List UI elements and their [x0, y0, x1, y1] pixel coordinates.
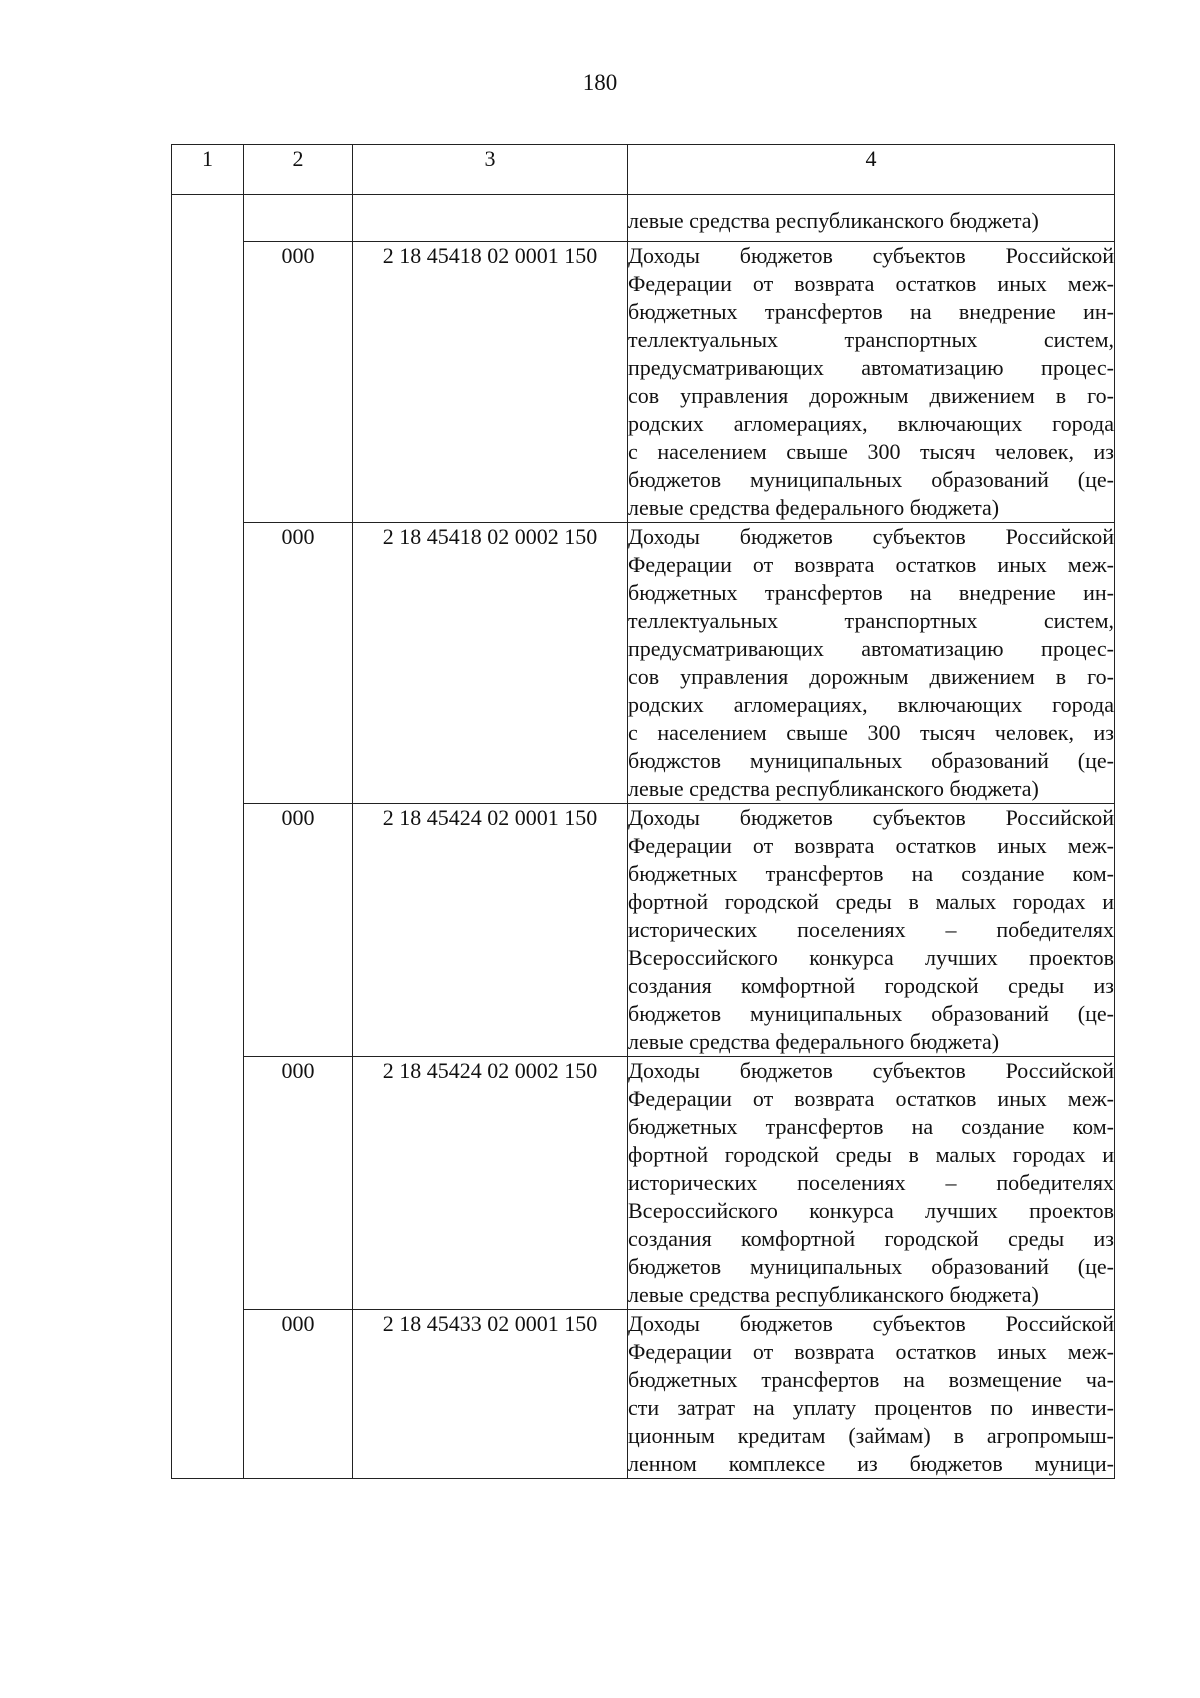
description-line: ционным кредитам (займам) в агропромыш- [628, 1423, 1114, 1448]
description-line: Всероссийского конкурса лучших проектов [628, 1198, 1114, 1223]
description-line: бюджетных трансфертов на создание ком- [628, 861, 1114, 886]
description-line: родских агломерациях, включающих города [628, 692, 1114, 717]
header-col-2: 2 [244, 145, 353, 195]
description-line: Доходы бюджетов субъектов Российской [628, 805, 1114, 830]
table-row [172, 804, 1115, 1057]
budget-code-cell [353, 195, 628, 242]
description-line: создания комфортной городской среды из [628, 1226, 1114, 1251]
admin-code-cell: 000 [244, 1310, 353, 1479]
description-line: сов управления дорожным движением в го- [628, 664, 1114, 689]
table-row [172, 1057, 1115, 1310]
description-line: бюджетных трансфертов на внедрение ин- [628, 580, 1114, 605]
budget-code-cell: 2 18 45424 02 0001 150 [353, 804, 628, 1057]
description-line: теллектуальных транспортных систем, [628, 327, 1114, 352]
description-line: фортной городской среды в малых городах и [628, 889, 1114, 914]
table-header-row [172, 145, 1115, 195]
description-line: теллектуальных транспортных систем, [628, 608, 1114, 633]
description-line: Доходы бюджетов субъектов Российской [628, 1311, 1114, 1336]
admin-code-cell: 000 [244, 242, 353, 523]
budget-codes-table [171, 144, 1115, 1479]
description-line: бюджетов муниципальных образований (це- [628, 1001, 1114, 1026]
description-line: исторических поселениях – победителях [628, 1170, 1114, 1195]
description-cell [628, 195, 1115, 242]
description-line: бюджетных трансфертов на возмещение ча- [628, 1367, 1114, 1392]
description-line: левые средства республиканского бюджета) [628, 1282, 1039, 1307]
table-row [172, 242, 1115, 523]
description-line: Федерации от возврата остатков иных меж- [628, 1339, 1114, 1364]
merged-col-1-cell [172, 195, 244, 1479]
description-line: бюджетных трансфертов на создание ком- [628, 1114, 1114, 1139]
description-line: ленном комплексе из бюджетов муници- [628, 1451, 1114, 1476]
header-col-1: 1 [172, 145, 244, 195]
admin-code-cell: 000 [244, 804, 353, 1057]
description-line: Доходы бюджетов субъектов Российской [628, 1058, 1114, 1083]
table-row [172, 195, 1115, 242]
description-line: левые средства федерального бюджета) [628, 495, 1000, 520]
description-line: создания комфортной городской среды из [628, 973, 1114, 998]
description-line: сов управления дорожным движением в го- [628, 383, 1114, 408]
description-line: исторических поселениях – победителях [628, 917, 1114, 942]
description-cell [628, 242, 1115, 523]
admin-code-cell: 000 [244, 1057, 353, 1310]
description-cell [628, 1310, 1115, 1479]
description-line: с населением свыше 300 тысяч человек, из [628, 720, 1114, 745]
description-line: с населением свыше 300 тысяч человек, из [628, 439, 1114, 464]
description-line: Федерации от возврата остатков иных меж- [628, 833, 1114, 858]
description-line: Всероссийского конкурса лучших проектов [628, 945, 1114, 970]
budget-code-cell: 2 18 45418 02 0002 150 [353, 523, 628, 804]
description-line: Федерации от возврата остатков иных меж- [628, 552, 1114, 577]
description-line: Федерации от возврата остатков иных меж- [628, 1086, 1114, 1111]
description-line: фортной городской среды в малых городах и [628, 1142, 1114, 1167]
description-line: левые средства федерального бюджета) [628, 1029, 1000, 1054]
description-line: левые средства республиканского бюджета) [628, 776, 1039, 801]
table-body [172, 195, 1115, 1479]
budget-code-cell: 2 18 45424 02 0002 150 [353, 1057, 628, 1310]
description-line: предусматривающих автоматизацию процес- [628, 636, 1114, 661]
description-line: бюджстов муниципальных образований (це- [628, 748, 1114, 773]
description-cell [628, 804, 1115, 1057]
description-cell [628, 1057, 1115, 1310]
description-line: сти затрат на уплату процентов по инвести- [628, 1395, 1114, 1420]
description-line: Доходы бюджетов субъектов Российской [628, 243, 1114, 268]
header-col-3: 3 [353, 145, 628, 195]
description-line: Доходы бюджетов субъектов Российской [628, 524, 1114, 549]
admin-code-cell: 000 [244, 523, 353, 804]
description-line: бюджетов муниципальных образований (це- [628, 467, 1114, 492]
description-line: бюджетов муниципальных образований (це- [628, 1254, 1114, 1279]
description-line: родских агломерациях, включающих города [628, 411, 1114, 436]
description-line: Федерации от возврата остатков иных меж- [628, 271, 1114, 296]
description-line: бюджетных трансфертов на внедрение ин- [628, 299, 1114, 324]
description-cell [628, 523, 1115, 804]
admin-code-cell [244, 195, 353, 242]
budget-code-cell: 2 18 45418 02 0001 150 [353, 242, 628, 523]
header-col-4: 4 [628, 145, 1115, 195]
budget-code-cell: 2 18 45433 02 0001 150 [353, 1310, 628, 1479]
page-number: 180 [582, 70, 618, 95]
description-line: левые средства республиканского бюджета) [628, 208, 1039, 233]
description-line: предусматривающих автоматизацию процес- [628, 355, 1114, 380]
table-row [172, 523, 1115, 804]
table-row [172, 1310, 1115, 1479]
